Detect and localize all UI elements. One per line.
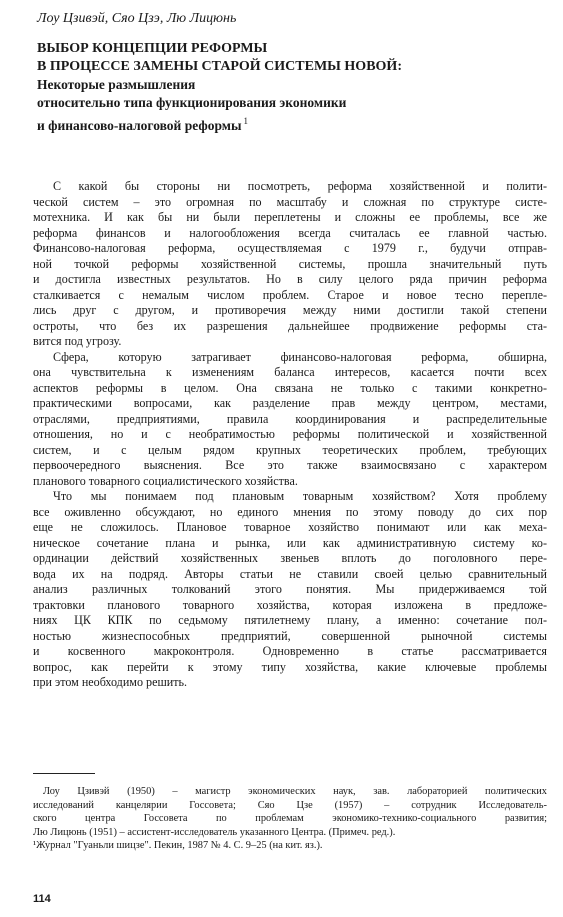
text-line: ческой систем – это огромная по масштабу и сложная по структуре систе- — [33, 194, 547, 209]
page-number: 114 — [33, 893, 51, 905]
article-subtitle — [37, 76, 346, 135]
text-line: мотехника. И как бы ни были переплетены и сложны ее проблемы, все же — [33, 210, 547, 224]
text-line: и достигла известных результатов. Но в силу целого ряда причин реформа — [33, 272, 547, 286]
paragraph — [33, 489, 547, 691]
text-line: еще не сложилось. Плановое товарное хозяйство понимают или как меха- — [33, 520, 547, 534]
text-line: вода их на подряд. Авторы статьи не ставили своей целью сравнительный — [33, 566, 547, 581]
footnote — [33, 785, 547, 839]
article-title — [37, 40, 402, 76]
text-line: ниях ЦК КПК по седьмому пятилетнему плану, а именно: сочетание пол- — [33, 613, 547, 627]
text-line: ординации действий хозяйственных звеньев вплоть до поголовного пере- — [33, 551, 547, 565]
text-line: планового товарного социалистического хозяйства. — [33, 473, 298, 488]
text-line: Финансово-налоговая реформа, осуществляемая с 1979 г., будучи отправ- — [33, 241, 547, 255]
text-line: первоочередного выяснения. Все это также взаимосвязано с характером — [33, 458, 547, 472]
footnote-mark: 1 — [243, 116, 249, 126]
paragraph — [33, 350, 547, 490]
paragraph — [33, 179, 547, 350]
footnote-line: исследований канцелярии Госсовета; Сяо Цзе (1957) – сотрудник Исследователь- — [33, 799, 547, 811]
text-line: реформа финансов и налогообложения всегда считалась ее главной частью. — [33, 225, 547, 240]
footnotes — [33, 785, 547, 853]
footnote-divider — [33, 773, 95, 774]
text-line: трактовки планового товарного хозяйства, которая изложена в предложе- — [33, 597, 547, 612]
text-line: систем, и с целым рядом крупных теоретических проблем, требующих — [33, 442, 547, 457]
text-line: аспектов реформы в целом. Она связана не только с такими конкретно- — [33, 380, 547, 395]
text-line: отношения, но и с необратимостью реформы политической и хозяйственной — [33, 427, 547, 441]
text-line: остроты, что без их разрешения дальнейшее продвижение реформы ста- — [33, 318, 547, 333]
title-line: ВЫБОР КОНЦЕПЦИИ РЕФОРМЫ — [37, 41, 268, 56]
text-line: и косвенного макроконтроля. Одновременно в статье рассматривается — [33, 644, 547, 658]
text-line: лись друг с другом, и противоречия между ними достигли такой степени — [33, 303, 547, 317]
text-line: она чувствительна к изменениям баланса интересов, касается почти всех — [33, 365, 547, 379]
subtitle-line: Некоторые размышления — [37, 77, 196, 92]
text-line: вится под угрозу. — [33, 334, 122, 348]
text-line: анализ различных толкований этого понятия. Мы придерживаемся той — [33, 582, 547, 596]
footnote-line: ¹Журнал "Гуаньли шицзе". Пекин, 1987 № 4. С. 9–25 (на кит. яз.). — [33, 840, 323, 852]
authors-line: Лоу Цзивэй, Сяо Цзэ, Лю Лицюнь — [37, 11, 237, 26]
text-line: Что мы понимаем под плановым товарным хозяйством? Хотя проблему — [53, 489, 547, 503]
footnote-line: Лоу Цзивэй (1950) – магистр экономических наук, зав. лабораторией политических — [43, 786, 547, 797]
text-line: при этом необходимо решить. — [33, 675, 188, 689]
text-line: отраслями, предприятиями, правила координирования и распределительные — [33, 411, 547, 426]
text-line: все оживленно обсуждают, но единого мнения по этому поводу до сих пор — [33, 504, 547, 519]
text-line: ностью жизнеспособных предприятий, совершенной рыночной системы — [33, 628, 547, 643]
title-line: В ПРОЦЕССЕ ЗАМЕНЫ СТАРОЙ СИСТЕМЫ НОВОЙ: — [37, 59, 402, 74]
footnote — [33, 839, 547, 853]
footnote-line: Лю Лицюнь (1951) – ассистент-исследователь указанного Центра. (Примеч. ред.). — [33, 826, 396, 838]
text-line: С какой бы стороны ни посмотреть, реформа хозяйственной и полити- — [53, 179, 547, 193]
text-line: ной точкой реформы хозяйственной системы, прошла значительный путь — [33, 256, 547, 271]
text-line: сталкивается с немалым числом проблем. Старое и новое тесно перепле- — [33, 287, 547, 302]
subtitle-line: и финансово-налоговой реформы $^1$ — [37, 116, 249, 133]
text-line: ническое сочетание плана и рынка, или как административную систему ко- — [33, 535, 547, 550]
text-line: практическими вопросами, как разделение прав между центром, местами, — [33, 396, 547, 410]
text-line: вопрос, как перейти к этому типу хозяйства, какие ключевые проблемы — [33, 659, 547, 674]
body-text — [33, 179, 547, 691]
subtitle-line: относительно типа функционирования экономики — [37, 95, 347, 110]
footnote-line: ского центра Госсовета по проблемам экономико-технико-социального развития; — [33, 813, 547, 825]
text-line: Сфера, которую затрагивает финансово-налоговая реформа, обширна, — [53, 349, 547, 364]
